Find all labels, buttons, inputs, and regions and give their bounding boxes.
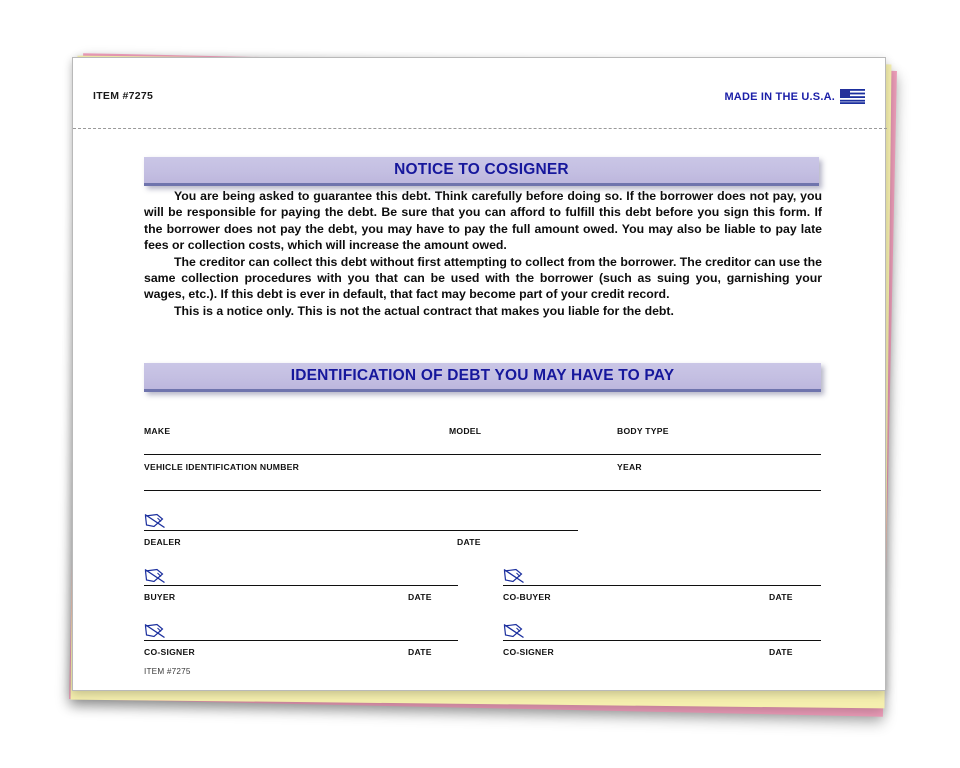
banner-notice-title: NOTICE TO COSIGNER [394, 161, 569, 179]
signature-line-co-signer-left[interactable] [144, 640, 458, 641]
field-label-body-type: BODY TYPE [617, 426, 669, 436]
notice-paragraph-3: This is a notice only. This is not the actual contract that makes you liable for the debt. [174, 303, 674, 318]
signature-line-dealer[interactable] [144, 530, 578, 531]
signature-date-label-co-signer-right: DATE [769, 647, 793, 657]
made-in-usa [724, 89, 865, 104]
signature-date-label-buyer: DATE [408, 592, 432, 602]
signature-line-buyer[interactable] [144, 585, 458, 586]
signature-pen-icon [144, 513, 166, 529]
notice-paragraph-2: The creditor can collect this debt without first attempting to collect from the borrower. The creditor can use the same collection procedures with you that can be used with the borrower (such as suing you, garnishing your wages, etc.). If this debt is ever in default, that fact may become part of your credit record. [144, 254, 822, 302]
banner-identification-title: IDENTIFICATION OF DEBT YOU MAY HAVE TO PAY [290, 367, 675, 385]
form-sheet-white [72, 57, 886, 691]
rule-vin-year [144, 490, 821, 491]
usa-flag-icon [840, 89, 865, 104]
signature-label-co-signer-left: CO-SIGNER [144, 647, 195, 657]
rule-make-model-bodytype [144, 454, 821, 455]
signature-line-co-signer-right[interactable] [503, 640, 821, 641]
signature-pen-icon [144, 568, 166, 584]
form-content [73, 58, 887, 692]
item-number-top: ITEM #7275 [93, 90, 154, 102]
signature-date-label-co-buyer: DATE [769, 592, 793, 602]
notice-body [144, 188, 822, 319]
signature-pen-icon [503, 568, 525, 584]
signature-pen-icon [503, 623, 525, 639]
signature-label-dealer: DEALER [144, 537, 181, 547]
signature-label-buyer: BUYER [144, 592, 176, 602]
made-in-usa-label: MADE IN THE U.S.A. [724, 90, 835, 103]
banner-identification-of-debt [144, 363, 821, 392]
signature-line-co-buyer[interactable] [503, 585, 821, 586]
field-label-vin: VEHICLE IDENTIFICATION NUMBER [144, 462, 300, 472]
banner-notice-to-cosigner [144, 157, 819, 186]
perforation-line [73, 128, 887, 129]
field-label-make: MAKE [144, 426, 171, 436]
signature-pen-icon [144, 623, 166, 639]
signature-date-label-co-signer-left: DATE [408, 647, 432, 657]
signature-date-label-dealer: DATE [457, 537, 481, 547]
field-label-year: YEAR [617, 462, 642, 472]
signature-label-co-signer-right: CO-SIGNER [503, 647, 554, 657]
notice-paragraph-1: You are being asked to guarantee this debt. Think carefully before doing so. If the borrower does not pay, you will be responsible for paying the debt. Be sure that you can afford to fulfill this debt before you sign this form. If the borrower does not pay the debt, you may have to pay the full amount owed. You may also be liable to pay late fees or collection costs, which will increase the amount owed. [144, 189, 822, 253]
field-label-model: MODEL [449, 426, 482, 436]
signature-label-co-buyer: CO-BUYER [503, 592, 551, 602]
item-number-bottom: ITEM #7275 [144, 667, 191, 676]
